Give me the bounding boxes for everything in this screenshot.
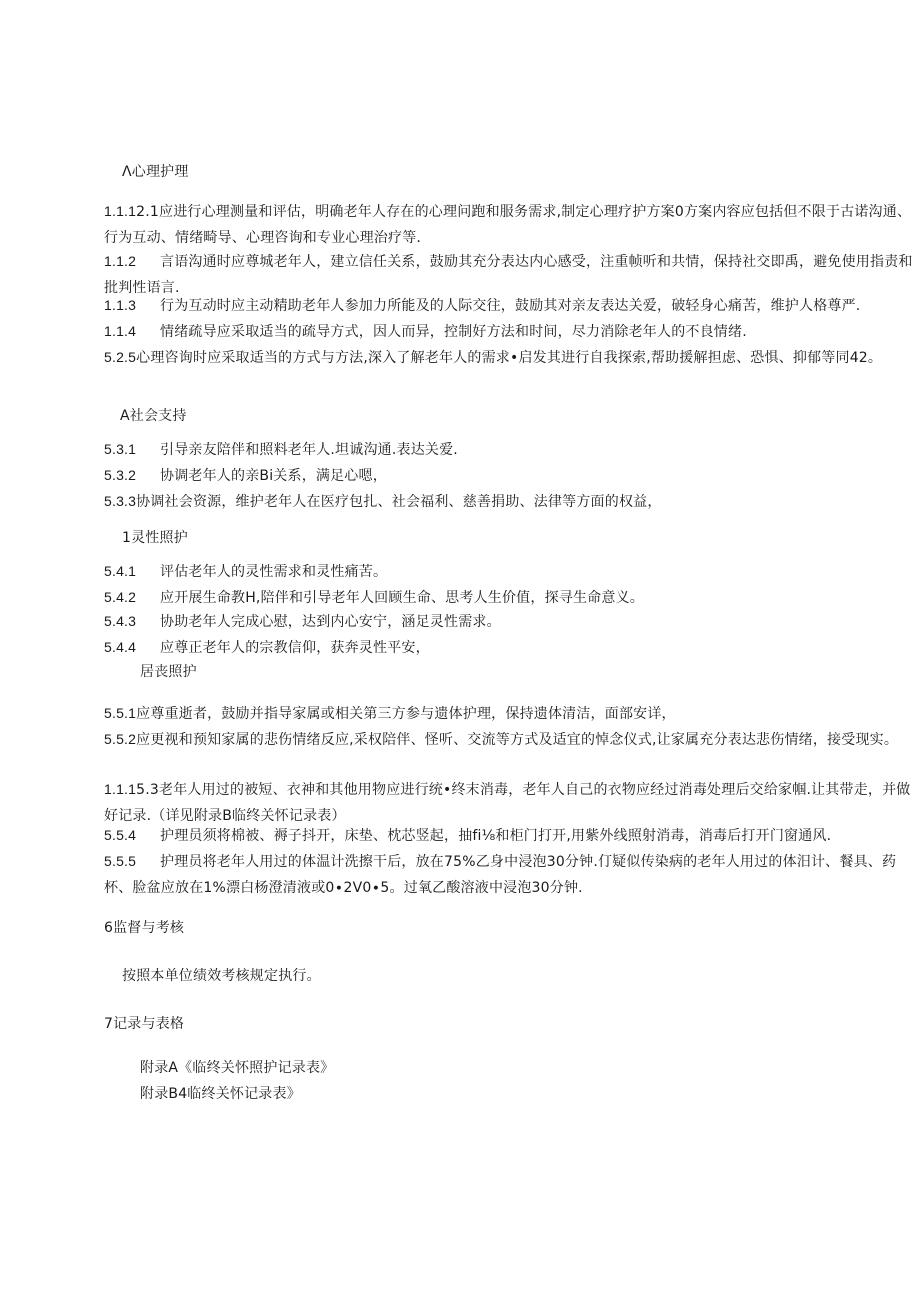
appendix-a: 附录A《临终关怀照护记录表》 [140, 1060, 335, 1076]
clause-text: 协调社会资源，维护老年人在医疗包扎、社会福利、慈善捐助、法律等方面的权益， [136, 494, 662, 510]
clause-number: 5.5.5 [104, 853, 137, 869]
supervise-text: 按照本单位绩效考核规定执行。 [122, 968, 321, 984]
clause-number: 5.4.1 [104, 563, 137, 579]
clause-number: 5.3.1 [104, 441, 137, 457]
clause-text: 应尊正老年人的宗教信仰，获奔灵性平安， [160, 640, 430, 656]
section-heading-records: 7记录与表格 [104, 1016, 185, 1032]
clause-number: 5.3.2 [104, 467, 137, 483]
clause-text: 情绪疏导应采取适当的疏导方式，因人而异，控制好方法和时间，尽力消除老年人的不良情绪. [160, 324, 747, 340]
clause-psych-5 [104, 344, 916, 371]
clause-text: 引导亲友陪伴和照料老年人.坦诚沟通.表达关爱. [160, 442, 458, 458]
clause-social-1 [104, 436, 916, 463]
clause-social-3 [104, 488, 916, 515]
clause-text: 协调老年人的亲Bi关系，满足心嗯， [160, 468, 387, 484]
clause-number: 1.1.3 [104, 297, 137, 313]
section-heading-supervise: 6监督与考核 [104, 920, 185, 936]
clause-text: 应更视和预知家属的悲伤情绪反应,采权陪伴、怪听、交流等方式及适宜的悼念仪式,让家属充分表达悲伤情绪，接受现实。 [136, 732, 899, 748]
clause-text: 护理员须将棉被、褥子抖开，床垫、枕芯竖起，抽fi⅛和柜门打开,用紫外线照射消毒，消毒后打开门窗通风. [160, 828, 832, 844]
clause-psych-3 [104, 292, 916, 319]
clause-text: 2.1应进行心理测量和评估，明确老年人存在的心理问跑和服务需求,制定心理疗护方案0方案内容应包括但不限于古诺沟通、行为互动、情绪畸导、心理咨询和专业心理治疗等. [104, 204, 912, 246]
clause-mourn-5 [104, 848, 916, 901]
appendix-b: 附录B4临终关怀记录表》 [140, 1086, 301, 1102]
clause-text: 应尊重逝者，鼓励并指导家属或相关第三方参与遗体护理，保持遗体清洁，面部安详， [136, 706, 676, 722]
clause-text: 言语沟通时应尊城老年人，建立信任关系，鼓励其充分表达内心感受，注重帧听和共情，保持社交即禹，避免使用指责和批判性语言. [104, 254, 913, 296]
clause-spirit-2 [104, 584, 916, 611]
clause-text: 协助老年人完成心慰，达到内心安宁，涵足灵性需求。 [160, 614, 501, 630]
clause-spirit-4 [104, 634, 916, 661]
clause-number: 5.5.4 [104, 827, 137, 843]
clause-number: 5.5.1 [104, 705, 137, 721]
clause-mourn-1 [104, 700, 916, 727]
section-heading-spirit: 1灵性照护 [122, 530, 188, 546]
clause-text: 应开展生命教H,陪伴和引导老年人回顾生命、思考人生价值，探寻生命意义。 [160, 590, 644, 606]
clause-number: 1.1.1 [104, 781, 137, 797]
clause-spirit-3 [104, 608, 916, 635]
clause-text: 5.3老年人用过的被短、衣神和其他用物应进行统•终末消毒，老年人自己的衣物应经过消毒处理后交给家帼.让其带走，并做好记录.（详见附录B临终关怀记录表） [104, 782, 911, 824]
clause-number: 5.5.2 [104, 731, 137, 747]
section-heading-social: A社会支持 [120, 408, 187, 424]
section-heading-psych: Λ心理护理 [122, 164, 189, 180]
clause-spirit-1 [104, 558, 916, 585]
clause-number: 5.4.2 [104, 589, 137, 605]
clause-text: 评估老年人的灵性需求和灵性痛苦。 [160, 564, 388, 580]
clause-number: 1.1.2 [104, 253, 137, 269]
clause-number: 5.4.3 [104, 613, 137, 629]
clause-social-2 [104, 462, 916, 489]
clause-text: 心理咨询时应采取适当的方式与方法,深入了解老年人的需求•启发其进行自我探索,帮助援解担虑、恐惧、抑郁等同42。 [136, 350, 883, 366]
clause-number: 5.4.4 [104, 639, 137, 655]
clause-mourn-2 [104, 726, 916, 753]
clause-text: 行为互动时应主动精助老年人参加力所能及的人际交往，鼓励其对亲友表达关爱，破轻身心痛苦，维护人格尊严. [160, 298, 861, 314]
clause-text: 护理员将老年人用过的体温计洗擦干后，放在75%乙身中浸泡30分钟.仃疑似传染病的老年人用过的体汨计、餐具、药杯、脸盆应放在1%漂白杨澄清液或0∙2V0∙5。过氧乙酸溶液中浸泡30分钟. [104, 854, 897, 896]
clause-mourn-4 [104, 822, 916, 849]
clause-psych-1 [104, 198, 916, 251]
section-heading-mourn: 居丧照护 [140, 664, 197, 680]
clause-number: 5.3.3 [104, 493, 137, 509]
clause-number: 1.1.1 [104, 203, 137, 219]
clause-number: 1.1.4 [104, 323, 137, 339]
clause-psych-4 [104, 318, 916, 345]
clause-number: 5.2.5 [104, 349, 137, 365]
